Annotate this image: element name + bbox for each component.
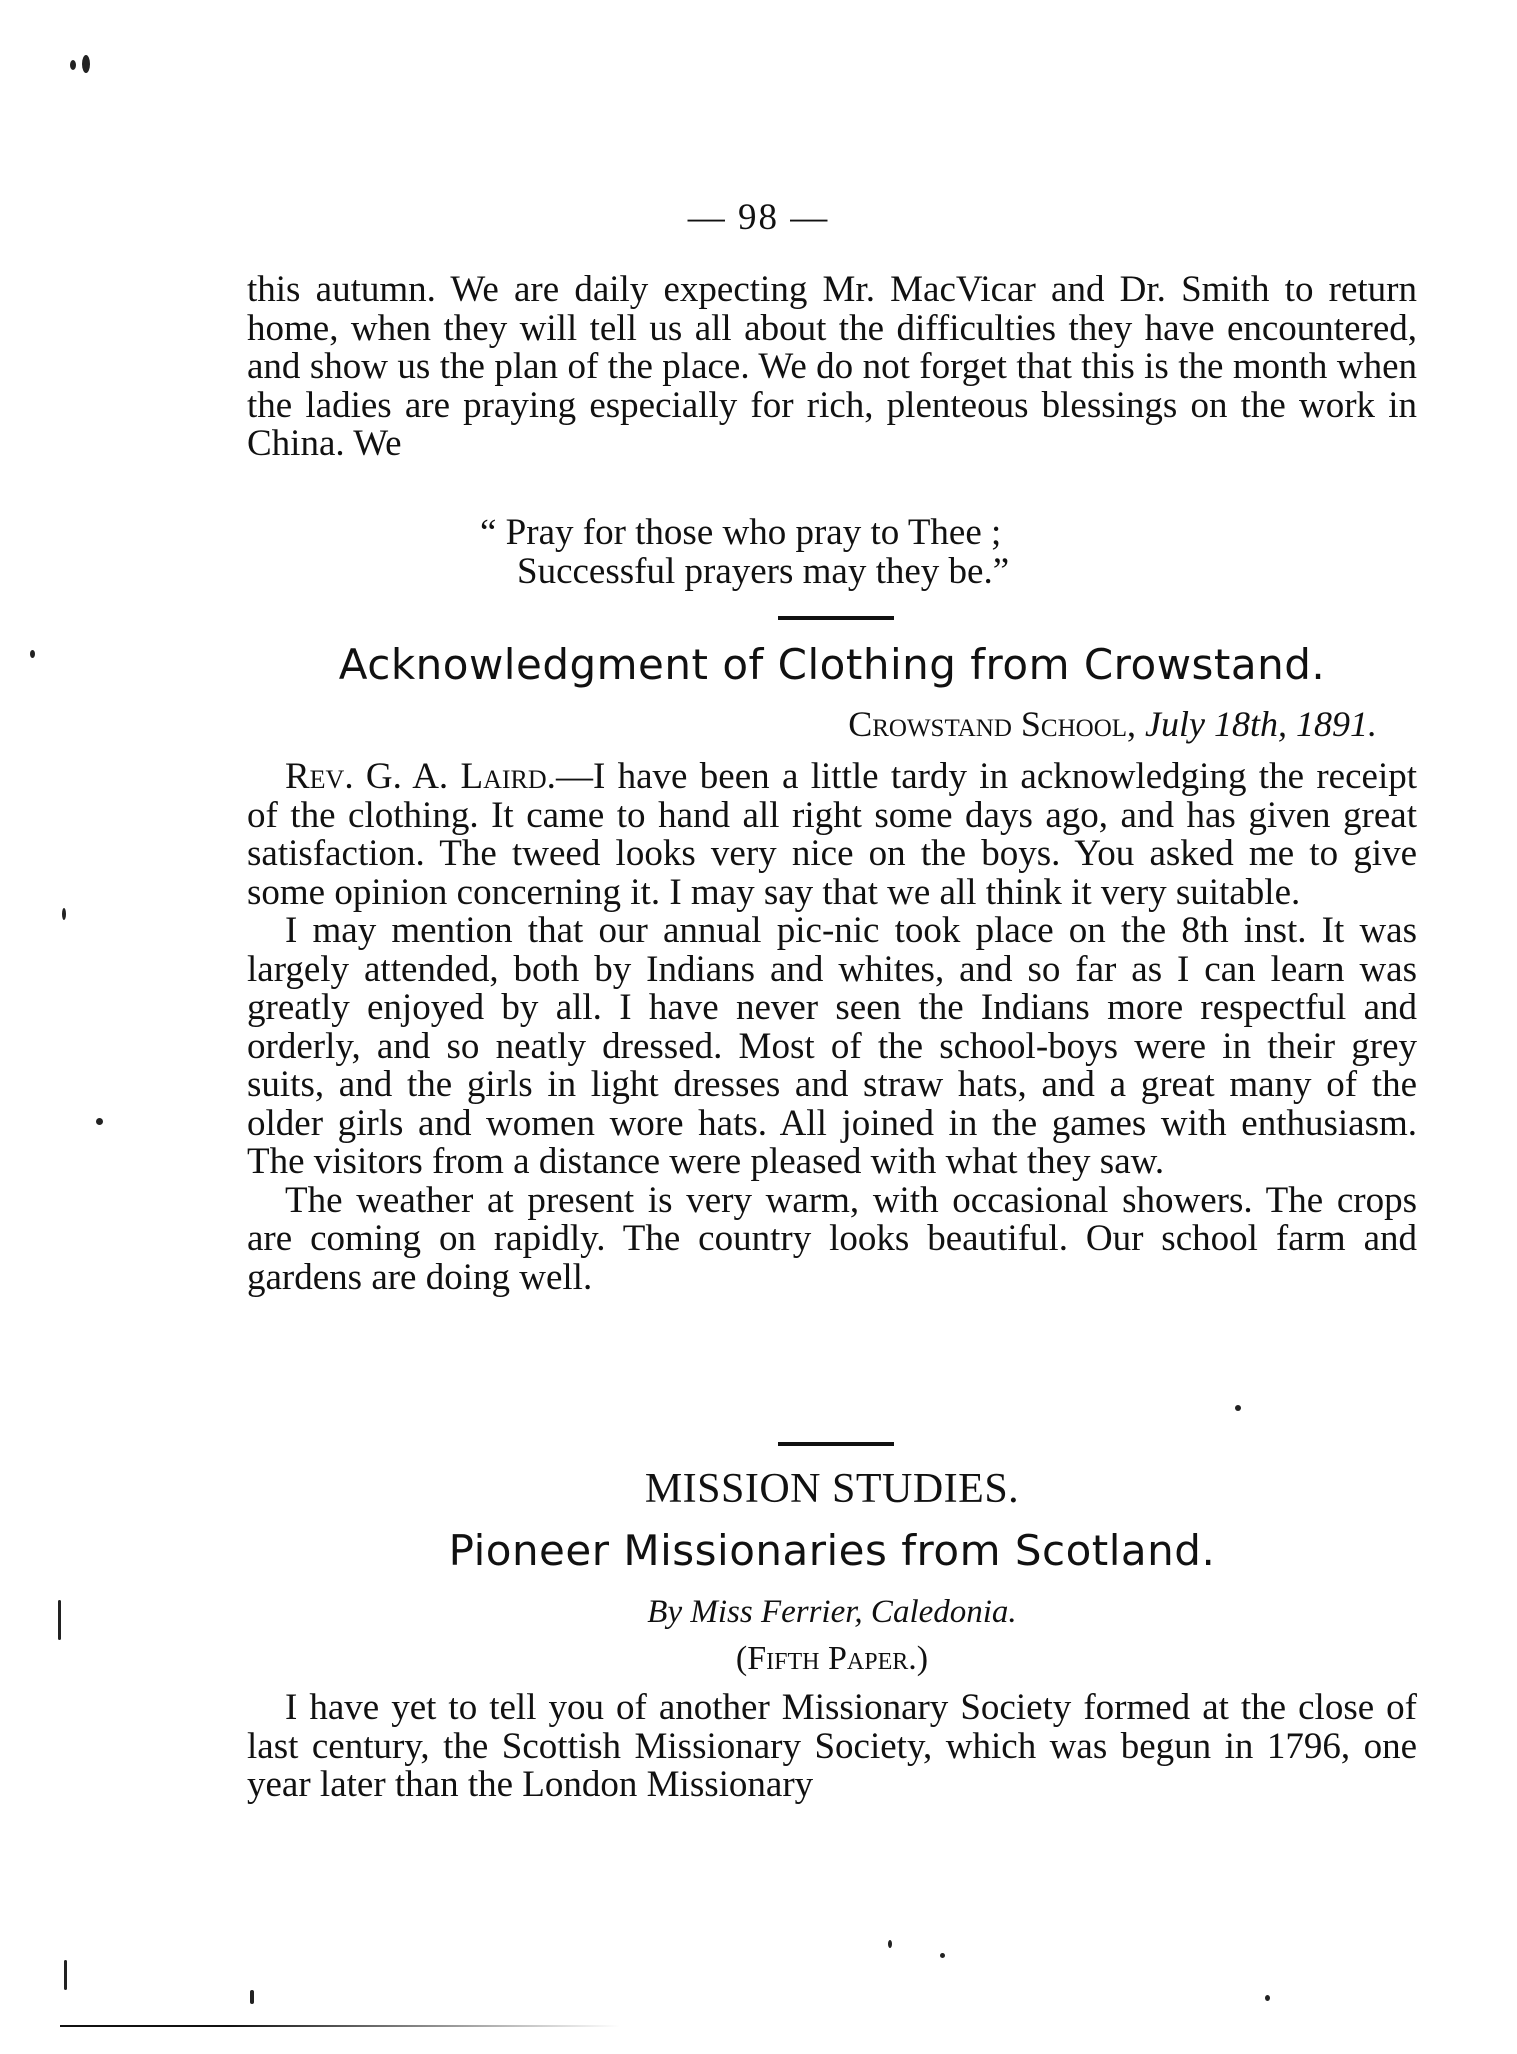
scan-speck: [1235, 1405, 1241, 1411]
dateline-place: Crowstand School,: [848, 704, 1137, 744]
mission-studies-text: [247, 1689, 1417, 1805]
poem-line-1: “ Pray for those who pray to Thee ;: [480, 512, 1002, 553]
scan-speck: [30, 650, 35, 658]
scan-speck: [96, 1118, 103, 1125]
section-divider-1: [778, 616, 894, 620]
letter-paragraph-2: I may mention that our annual pic-nic took place on the 8th inst. It was largely attended, both by Indians and whites, and so far as I can learn was greatly enjoyed by all. I have never seen the Indians more respectful and orderly, and so neatly dressed. Most of the school-boys were in their grey suits, and the girls in light dresses and straw hats, and a great many of the older girls and women wore hats. All joined in the games with enthusiasm. The visitors from a distance were pleased with what they saw.: [247, 910, 1417, 1182]
mission-paragraph-1: I have yet to tell you of another Missionary Society formed at the close of last century, the Scottish Missionary Society, which was begun in 1796, one year later than the London Missionary: [247, 1687, 1417, 1805]
poem-line-2: Successful prayers may they be.”: [517, 551, 1010, 592]
page-number: — 98 —: [687, 197, 830, 238]
subheading-pioneer-missionaries: Pioneer Missionaries from Scotland.: [448, 1526, 1216, 1575]
paper-label: (Fifth Paper.): [735, 1640, 929, 1677]
byline: By Miss Ferrier, Caledonia.: [647, 1594, 1017, 1630]
scan-edge-line: [60, 2025, 620, 2027]
scan-speck: [82, 55, 90, 73]
acknowledgment-letter: [247, 758, 1417, 1297]
scan-speck: [1265, 1995, 1270, 2001]
letter-paragraph-3: The weather at present is very warm, with occasional showers. The crops are coming on rapidly. The country looks beautiful. Our school farm and gardens are doing well.: [247, 1179, 1417, 1298]
scan-speck: [888, 1940, 892, 1948]
scan-speck: [64, 1960, 67, 1990]
letter-paragraph-1-text: —I have been a little tardy in acknowledging the receipt of the clothing. It came to hand all right some days ago, and has given great satisfaction. The tweed looks very nice on the boys. You asked me to give some opinion concerning it. I may say that we all think it very suitable.: [247, 756, 1417, 913]
section-heading-mission-studies: MISSION STUDIES.: [644, 1466, 1020, 1512]
poem-quote: [480, 513, 1009, 591]
scan-speck: [70, 60, 76, 70]
scan-speck: [940, 1953, 945, 1958]
intro-paragraph: this autumn. We are daily expecting Mr. MacVicar and Dr. Smith to return home, when they will tell us all about the difficulties they have encountered, and show us the plan of the place. We do not forget that this is the month when the ladies are praying especially for rich, plenteous blessings on the work in China. We: [247, 269, 1417, 464]
scan-speck: [58, 1600, 61, 1640]
letter-paragraph-1: [247, 758, 1417, 912]
scan-speck: [250, 1990, 254, 2004]
section-divider-2: [778, 1442, 894, 1446]
salutation: Rev. G. A. Laird.: [285, 756, 556, 797]
scan-speck: [62, 908, 66, 920]
dateline: [848, 703, 1377, 745]
dateline-date: July 18th, 1891.: [1145, 704, 1377, 744]
section-heading-acknowledgment: Acknowledgment of Clothing from Crowstand.: [338, 640, 1326, 689]
intro-paragraph-block: [247, 271, 1417, 464]
